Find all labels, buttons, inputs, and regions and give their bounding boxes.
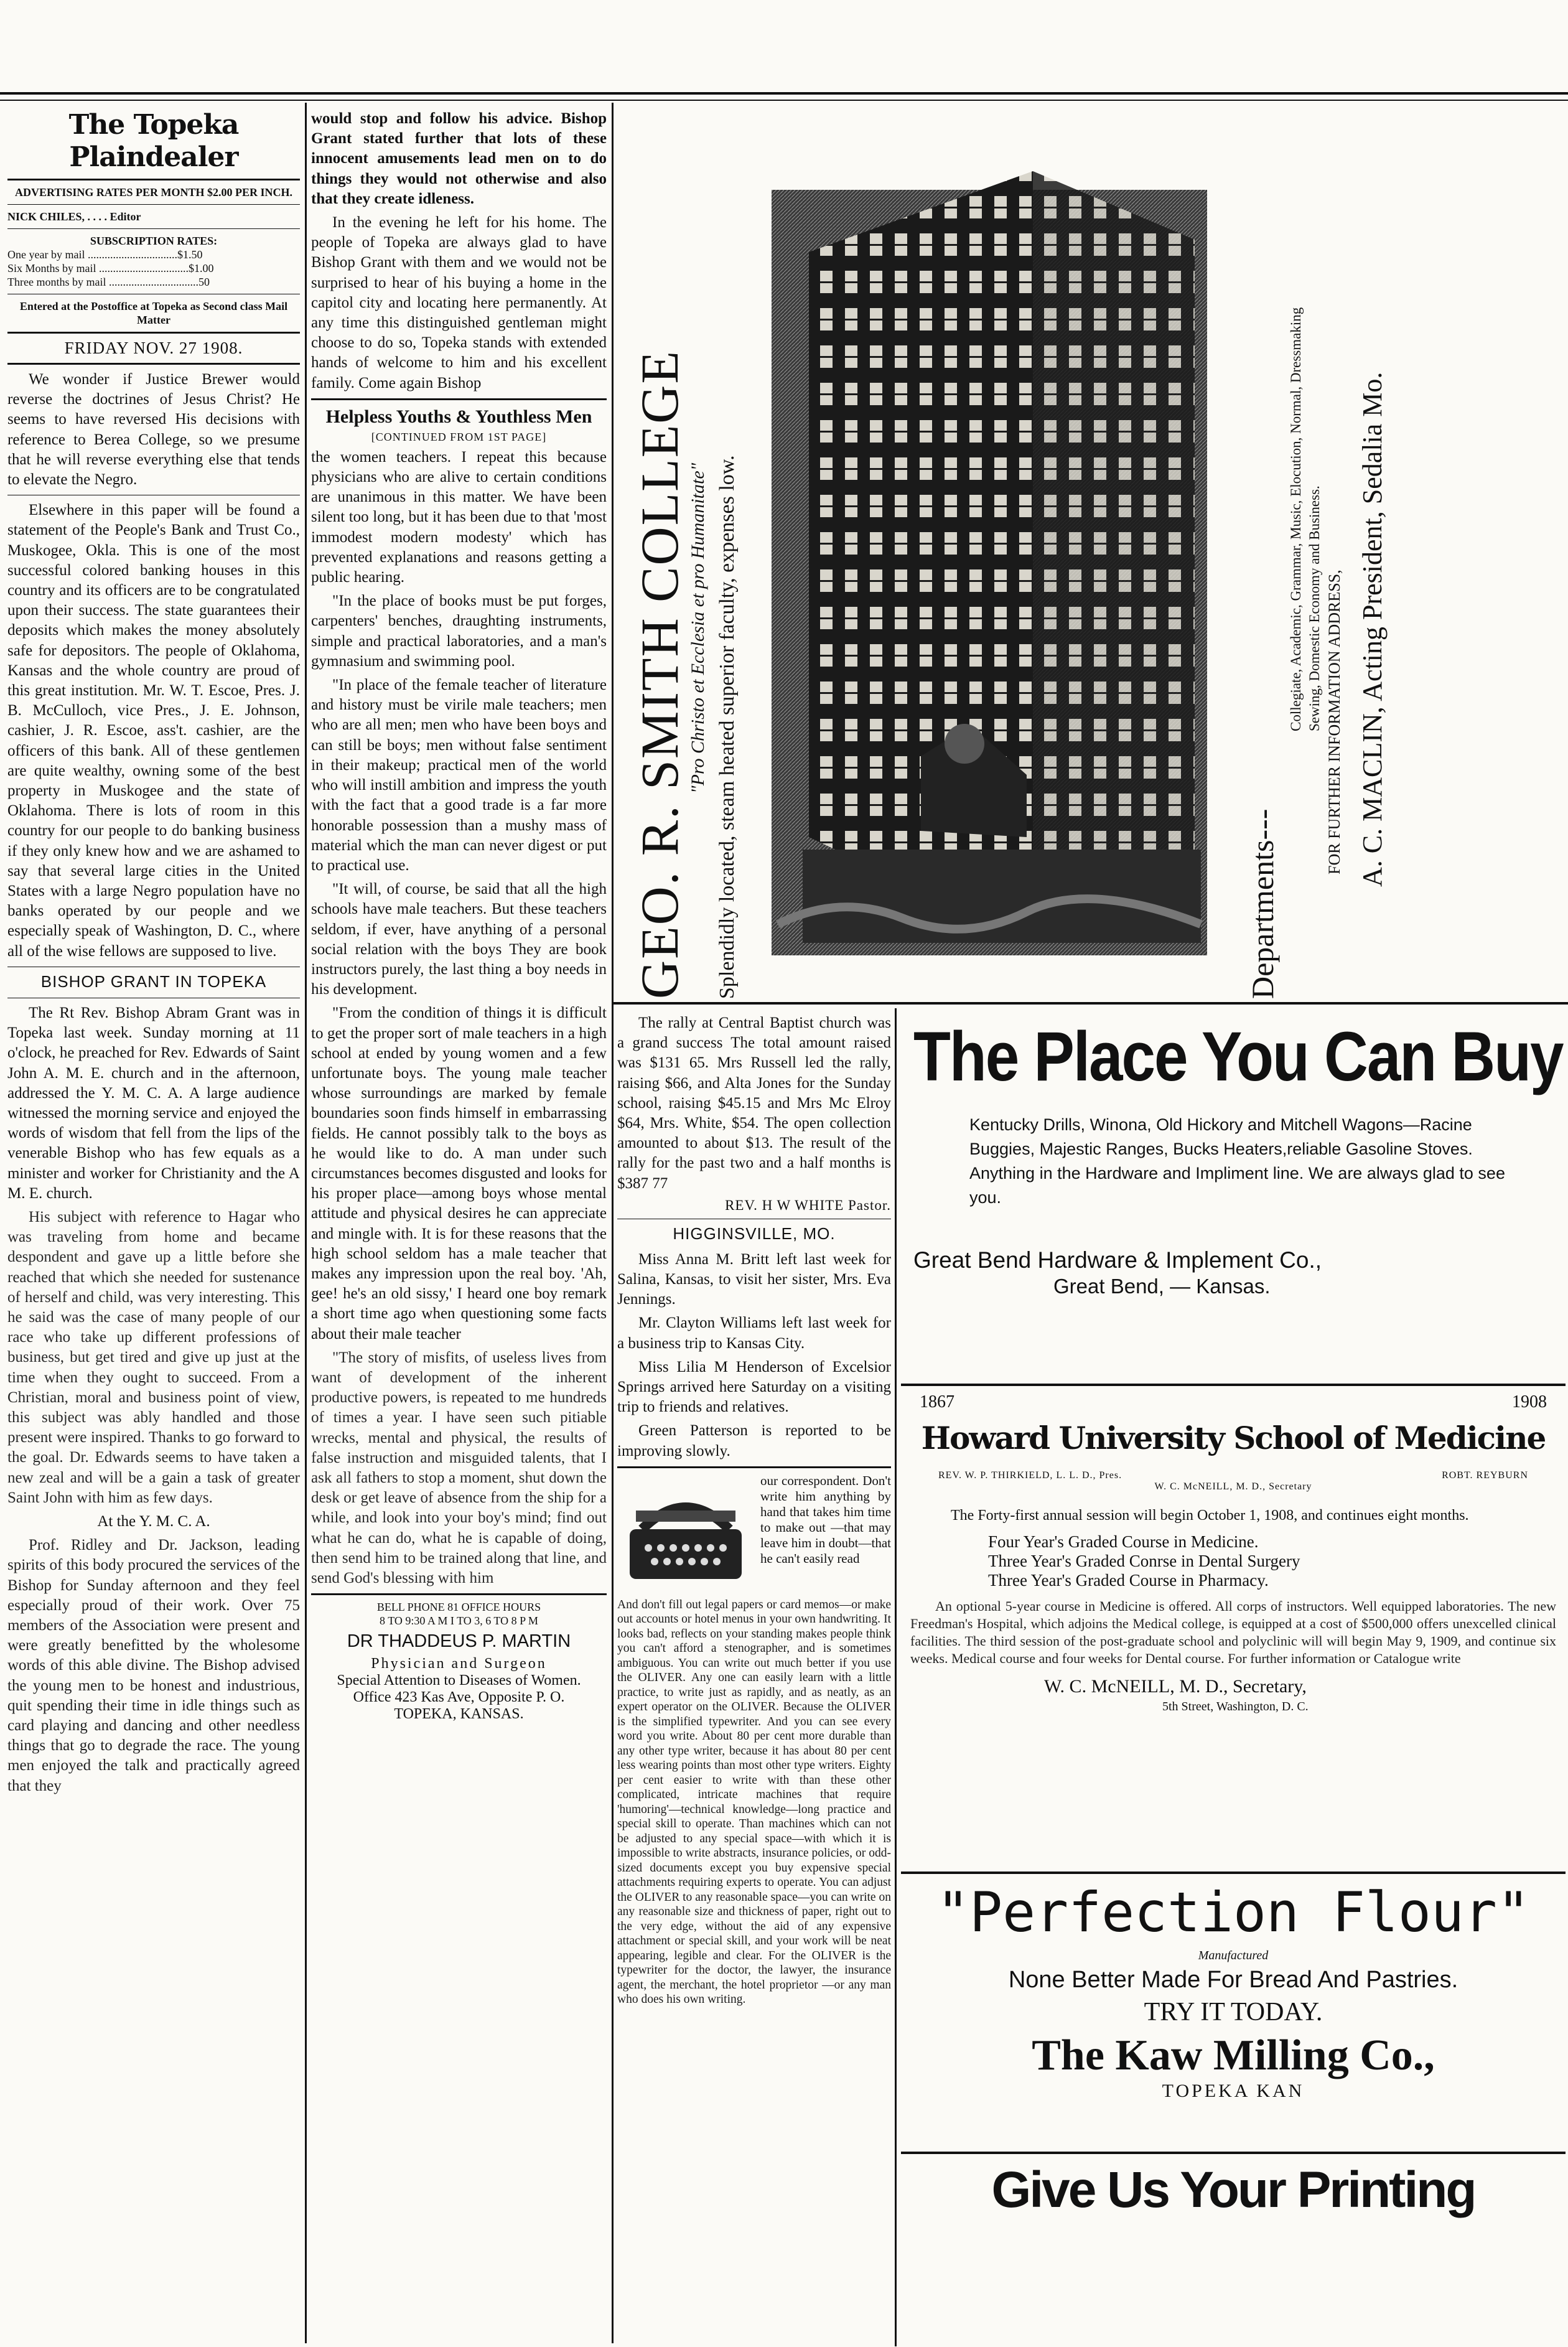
flour-company: The Kaw Milling Co., bbox=[1032, 2031, 1435, 2079]
college-building-illustration bbox=[765, 115, 1226, 974]
column-1 bbox=[7, 109, 300, 2343]
editor-line: NICK CHILES, . . . . Editor bbox=[7, 210, 141, 223]
college-motto: "Pro Christo et Ecclesia et pro Humanitate" bbox=[688, 462, 708, 794]
college-name: GEO. R. SMITH COLLEGE bbox=[630, 350, 689, 999]
howard-title: Howard University School of Medicine bbox=[921, 1420, 1546, 1456]
oliver-side-text: our correspondent. Don't write him anything by hand that takes him time to make out —that may leave him in doubt—that he can't easily read bbox=[760, 1473, 891, 1566]
column-2 bbox=[311, 109, 607, 2343]
ymca-subheading: At the Y. M. C. A. bbox=[97, 1512, 210, 1530]
college-president: A. C. MACLIN, Acting President, Sedalia Mo. bbox=[1357, 372, 1388, 887]
editorial-brewer: We wonder if Justice Brewer would reverse the doctrines of Jesus Christ? He seems to have reversed His decisions with reference to Berea College, so we presume that he will reverse everything else that tends to elevate the Negro. bbox=[7, 371, 300, 489]
hardware-body: Kentucky Drills, Winona, Old Hickory and Mitchell Wagons—Racine Buggies, Majestic Ranges, Bucks Heaters,reliable Gasoline Stoves. Anything in the Hardware and Impliment line. We are always glad to see you. bbox=[969, 1115, 1505, 1207]
card-hours: 8 TO 9:30 A M I TO 3, 6 TO 8 P M bbox=[380, 1614, 538, 1628]
continued-note: [CONTINUED FROM 1ST PAGE] bbox=[371, 430, 547, 443]
sub-rate: One year by mail ................................$1.50 bbox=[7, 248, 203, 261]
editorial-bank: Elsewhere in this paper will be found a statement of the People's Bank and Trust Co., Muskogee, Okla. This is one of the most successful colored banking houses in this country and its officers are to be congratulated upon their success. The state guarantees their deposits which makes the money absolutely safe for depositors. The people of Oklahoma, Kansas and the whole country are proud of this great institution. Mr. W. T. Escoe, Pres. J. B. McCulloch, vice Pres., J. E. Johnson, cashier, J. R. Escoe, ass't. cashier, are the officers of this bank. All of these gentlemen are quite wealthy, owning some of the best property in Muskogee and the state of Oklahoma. There is lots of room in this country for our people to do banking business if they only knew how and we are ashamed to say that several large cities in the United States with a large Negro population have no banks operated by our people and we especially speak of Washington, D. C., where all of the wise fellows are supposed to live. bbox=[7, 502, 300, 960]
flour-city: TOPEKA KAN bbox=[1162, 2081, 1305, 2101]
bishop-grant-heading: BISHOP GRANT IN TOPEKA bbox=[40, 972, 267, 991]
advertising-rates: ADVERTISING RATES PER MONTH $2.00 PER INCH. bbox=[14, 186, 293, 199]
helpless-youths-para: "The story of misfits, of useless lives from want of development of the inherent productive powers, is repeated to me hundreds of times a year. I have seen such pitiable wrecks, mental and physical, the results of false instruction and misguided talents, that I ask all fathers to stop a moment, shut down the desk or get leave of absence from the ship for a while, and look into your boy's mind; find out what he can do, what he is capable of doing, then send him to be trained along that line, and send God's blessing with him bbox=[311, 1349, 607, 1587]
howard-address: 5th Street, Washington, D. C. bbox=[1162, 1700, 1309, 1713]
bishop-grant-para: The Rt Rev. Bishop Abram Grant was in Topeka last week. Sunday morning at 11 o'clock, he preached for Rev. Edwards of Saint John A. M. E. church and in the afternoon, addressed the Y. M. C. A. A large audience witnessed the morning service and enjoyed the words of wisdom that fell from the lips of the venerable Bishop who has few equals as a minister and worker for Christianity and the A M. E. church. bbox=[7, 1004, 300, 1202]
howard-body: An optional 5-year course in Medicine is offered. All corps of instructors. Well equipped laboratories. The new Freedman's Hospital, which adjoins the Medical college, is equipped at a cost of $500,000 offers unexcelled clinical facilities. The third session of the post-graduate school and polyclinic will will begin May 9, 1909, and continue six weeks. Medical course and four weeks for Dental course. For further information or Catalogue write bbox=[910, 1598, 1556, 1666]
rally-signature: REV. H W WHITE Pastor. bbox=[725, 1197, 891, 1213]
card-phone: BELL PHONE 81 OFFICE HOURS bbox=[376, 1601, 541, 1614]
howard-course: Three Year's Graded Course in Pharmacy. bbox=[988, 1571, 1269, 1590]
ad-divider bbox=[901, 1872, 1566, 1874]
further-info: FOR FURTHER INFORMATION ADDRESS, bbox=[1325, 569, 1343, 874]
howard-signature: W. C. McNEILL, M. D., Secretary, bbox=[1044, 1676, 1307, 1697]
higginsville-item: Mr. Clayton Williams left last week for a business trip to Kansas City. bbox=[617, 1314, 891, 1352]
flour-script: Manufactured bbox=[1198, 1949, 1269, 1962]
ad-divider bbox=[901, 2152, 1566, 2154]
printing-ad: Give Us Your Printing bbox=[991, 2162, 1475, 2218]
top-rule-thin bbox=[0, 100, 1568, 101]
column-3 bbox=[617, 1013, 891, 2345]
hardware-headline: The Place You Can Buy bbox=[913, 1016, 1563, 1096]
howard-year-left: 1867 bbox=[920, 1392, 954, 1412]
column-divider bbox=[895, 1008, 897, 2346]
howard-year-right: 1908 bbox=[1512, 1392, 1547, 1412]
flour-ad bbox=[901, 1880, 1566, 2148]
howard-course: Three Year's Graded Conrse in Dental Surgery bbox=[988, 1552, 1300, 1570]
masthead-title: The Topeka Plaindealer bbox=[68, 109, 239, 173]
card-title: Physician and Surgeon bbox=[371, 1656, 547, 1672]
ad-divider bbox=[901, 1384, 1566, 1386]
issue-date: FRIDAY NOV. 27 1908. bbox=[64, 339, 243, 357]
card-special: Special Attention to Diseases of Women. bbox=[337, 1672, 581, 1689]
hardware-location: Great Bend, — Kansas. bbox=[1053, 1275, 1271, 1298]
helpless-youths-heading: Helpless Youths & Youthless Men bbox=[325, 406, 592, 427]
card-name: DR THADDEUS P. MARTIN bbox=[347, 1631, 571, 1652]
helpless-youths-para: "From the condition of things it is difficult to get the proper sort of male teachers in a high school at ended by young women and a few unfortunate boys. The young male teacher whose surroundings are marked by female boundaries soon finds himself in embarrassing fields. He cannot possibly talk to the boys as he would like to do. A man under such circumstances becomes disgusted and looks for his proper place—among boys whose mental attitude and physical desires he can appreciate and mingle with. It is for these reasons that the high school seldom has a male teacher that makes any impression upon the real boy. 'Ah, gee! he's an old sissy,' I heard one boy remark a short time ago when questioning some facts about their male teacher bbox=[311, 1005, 607, 1342]
higginsville-item: Miss Anna M. Britt left last week for Salina, Kansas, to visit her sister, Mrs. Eva Jennings. bbox=[617, 1250, 891, 1308]
flour-tagline: None Better Made For Bread And Pastries. bbox=[1008, 1967, 1458, 1993]
card-city: TOPEKA, KANSAS. bbox=[394, 1706, 524, 1723]
right-ads bbox=[901, 1013, 1566, 2345]
departments-line-1: Collegiate, Academic, Grammar, Music, Elocution, Normal, Dressmaking bbox=[1288, 307, 1304, 731]
college-ad bbox=[616, 103, 1518, 1005]
howard-session: The Forty-first annual session will begin October 1, 1908, and continues eight months. bbox=[951, 1507, 1469, 1524]
hardware-company: Great Bend Hardware & Implement Co., bbox=[913, 1247, 1322, 1273]
bishop-grant-continued: In the evening he left for his home. The people of Topeka are always glad to have Bishop Grant with them and we would not be surprised to hear of his buying a home in the capitol city and locating here permanently. At any time this distinguished gentleman might choose to do so, Topeka stands with extended hands of welcome to him and his excellent family. Come again Bishop bbox=[311, 214, 607, 391]
baptist-rally: The rally at Central Baptist church was a grand success The total amount raised was $131 65. Mrs Russell led the rally, raising $66, and Alta Jones for the Sunday school, raising $45.15 and Mrs Mc Elroy $64, Mrs. White, $54. The open collection amounted to about $13. The result of the rally for the past two and a half months is $387 77 bbox=[617, 1014, 891, 1192]
college-tagline: Splendidly located, steam heated superior faculty, expenses low. bbox=[716, 455, 739, 999]
helpless-youths-para: "In the place of books must be put forges, carpenters' benches, draughting instruments, simple and practical laboratories, and a man's gymnasium and swimming pool. bbox=[311, 593, 607, 670]
oliver-ad bbox=[617, 1473, 891, 2007]
column-divider bbox=[305, 103, 307, 2343]
college-ad-bottom-rule bbox=[614, 1002, 1568, 1005]
howard-course: Four Year's Graded Course in Medicine. bbox=[988, 1532, 1259, 1551]
helpless-youths-para: "In place of the female teacher of literature and history must be virile male teachers; men who are all men; men who have been boys and can still be boys; men without false sentiment in their makeup; practical men of the world who will instill ambition and impress the youth with the fact that a good trade is a far more honorable possession than a mushy mass of material which the man can never digest or put to practical use. bbox=[311, 677, 607, 874]
howard-secretary-line: W. C. McNEILL, M. D., Secretary bbox=[1154, 1481, 1312, 1492]
departments-line-2: Sewing, Domestic Economy and Business. bbox=[1307, 485, 1322, 731]
subscription-heading: SUBSCRIPTION RATES: bbox=[90, 235, 218, 247]
card-office: Office 423 Kas Ave, Opposite P. O. bbox=[353, 1689, 565, 1706]
higginsville-item: Green Patterson is reported to be improving slowly. bbox=[617, 1422, 891, 1459]
oliver-body: And don't fill out legal papers or card memos—or make out accounts or hotel menus in your own handwriting. It looks bad, reflects on your standing makes people think you can't afford a stenographer, and is sometimes ambiguous. You can write out much better if you use the OLIVER. Any one can easily learn with a little practice, to write just as rapidly, and as neatly, as an expert operator on the OLIVER. Because the OLIVER is the simplified typewriter. And you can see every word you write. About 80 per cent more durable than any other type writer, because it has about 80 per cent less wearing points than most other type writers. Eighty per cent easier to write with than these other complicated, intricate machines that require 'humoring'—technical knowledge—long practice and special skill to operate. Than machines which can not be adjusted to any special space—with which it is impossible to write abstracts, insurance policies, or odd-sized documents except you buy expensive special attachments requiring experts to operate. You can adjust the OLIVER to any reasonable space—you can write on any reasonable size and thickness of paper, right out to the very edge, without the aid of any expensive attachment or special skill, and your work will be neat appearing, legible and clear. For the OLIVER is the typewriter for the doctor, the lawyer, the insurance agent, the merchant, the hotel proprietor —or any man who does his own writing. bbox=[617, 1598, 891, 2007]
typewriter-illustration bbox=[617, 1473, 754, 1598]
column-divider bbox=[612, 103, 614, 2343]
bishop-grant-para: His subject with reference to Hagar who was traveling from home and became despondent and gave up a little before she reached that which she needed for sustenance of herself and child, was very interesting. This he said was the case of many people of our race who take up different professions of business, but get tired and give up just at the time when they ought to succeed. From a Christian, moral and business point of view, this subject was ably handled and those present were inspired. Thanks to go forward to the goal. Dr. Edwards seems to have taken a new zeal and will be a gain a task of greater Saint John with him as few days. bbox=[7, 1208, 300, 1506]
college-departments bbox=[1244, 809, 1281, 999]
sub-rate: Three months by mail ................................50 bbox=[7, 276, 210, 288]
bishop-grant-continued: would stop and follow his advice. Bishop Grant stated further that lots of these innocent amusements lead men on to do things they would not otherwise and also that they create idleness. bbox=[311, 110, 607, 207]
howard-officer: ROBT. REYBURN bbox=[1442, 1470, 1528, 1481]
howard-ad bbox=[901, 1392, 1566, 1865]
higginsville-heading: HIGGINSVILLE, MO. bbox=[673, 1224, 836, 1243]
higginsville-item: Miss Lilia M Henderson of Excelsior Springs arrived here Saturday on a visiting trip to friends and relatives. bbox=[617, 1358, 891, 1416]
howard-president: REV. W. P. THIRKIELD, L. L. D., Pres. bbox=[938, 1470, 1122, 1481]
departments-label: Departments--- bbox=[1245, 808, 1280, 999]
sub-rate: Six Months by mail ................................$1.00 bbox=[7, 262, 214, 274]
helpless-youths-para: "It will, of course, be said that all the high schools have male teachers. But these teachers seldom, if ever, have anything of a personal social relation with the boys They are book instructors purely, the last thing a boy needs in his development. bbox=[311, 881, 607, 998]
flour-try: TRY IT TODAY. bbox=[1144, 1998, 1323, 2026]
flour-headline: "Perfection Flour" bbox=[936, 1880, 1530, 1944]
entered-notice: Entered at the Postoffice at Topeka as Second class Mail Matter bbox=[19, 300, 288, 326]
helpless-youths-para: the women teachers. I repeat this because physicians who are alive to certain conditions are unanimous in this matter. We have been silent too long, but it has been due to that 'most immodest modern modesty' which has prevented explanations and reasons getting a public hearing. bbox=[311, 448, 607, 586]
top-rule bbox=[0, 92, 1568, 95]
hardware-ad bbox=[901, 1013, 1566, 1377]
bishop-grant-para: Prof. Ridley and Dr. Jackson, leading spirits of this body procured the services of the Bishop for Sunday afternoon and they feel especially proud of their work. Over 75 members of the Association were present and were greatly benefitted by the wholesome words of this able divine. The Bishop advised the young men to be honest and industrious, quit spending their time in idle things such as card playing and dancing and other needless things that go to degrade the race. The young men enjoyed the talk and practically agreed that they bbox=[7, 1537, 300, 1794]
doctor-card bbox=[311, 1600, 607, 1723]
